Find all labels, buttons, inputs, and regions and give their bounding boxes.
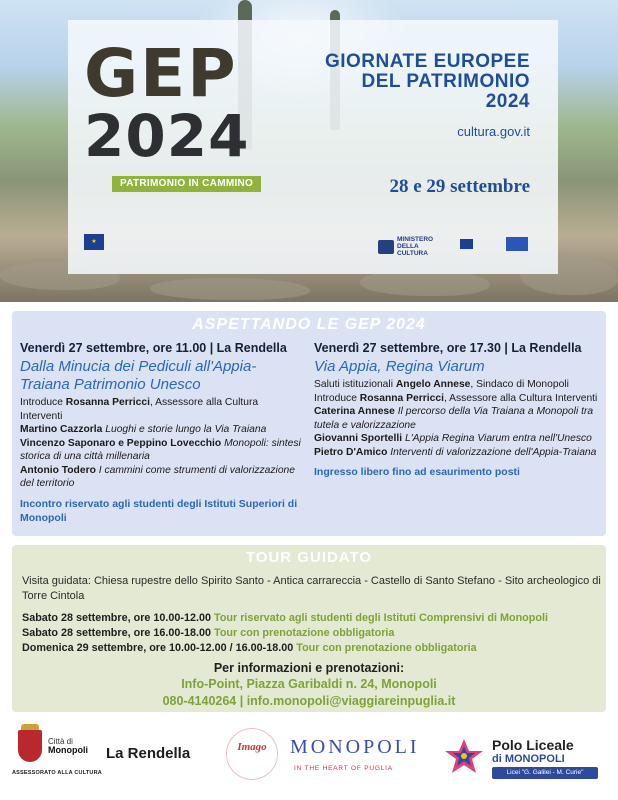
gep-logo-text: GEP <box>84 35 238 112</box>
council-of-europe-icon <box>506 237 528 251</box>
tour-row <box>22 611 606 626</box>
greet-name: Angelo Annese <box>395 379 471 390</box>
tour-row <box>22 626 606 641</box>
city-label: Città di <box>48 737 73 746</box>
event-intro <box>314 392 602 406</box>
tour-description: Visita guidata: Chiesa rupestre dello Spirito Santo - Antica carrareccia - Castello di Santo Stefano - Sito archeologico di Torre Cintola <box>22 575 601 602</box>
speaker <box>20 423 302 437</box>
speaker <box>20 437 302 464</box>
ministry-line: MINISTERO <box>397 236 434 243</box>
eu-flag-icon: ★ <box>84 234 104 250</box>
tour-schedule <box>22 611 606 656</box>
polo-star-icon <box>444 738 484 774</box>
imago-logo-text: Imago <box>237 741 267 753</box>
event-title <box>325 52 530 112</box>
speaker-topic: L'Appia Regina Viarum entra nell'Unesco <box>402 433 592 444</box>
city-logo-text <box>48 737 88 755</box>
intro-role: , Assessore alla Cultura Interventi <box>443 392 598 404</box>
speaker-topic: Luoghi e storie lungo la Via Traiana <box>102 424 267 435</box>
polo-title: Polo Liceale <box>492 737 574 753</box>
speaker-name: Pietro D'Amico <box>314 446 388 458</box>
event-greetings <box>314 378 602 392</box>
speaker-topic: Il percorso della Via Traiana a Monopoli tra tutela e valorizzazione <box>314 406 594 431</box>
event-left <box>20 341 302 525</box>
info-title: Per informazioni e prenotazioni: <box>213 661 405 675</box>
gep-year-text: 2024 <box>84 102 250 170</box>
imago-logo-icon <box>226 728 278 780</box>
awaiting-heading: ASPETTANDO LE GEP 2024 <box>192 316 426 333</box>
city-crest-icon <box>18 730 42 762</box>
intro-prefix: Introduce <box>20 397 66 408</box>
event-title-line: 2024 <box>485 91 530 112</box>
tour-when: Sabato 28 settembre, ore 10.00-12.00 <box>22 612 215 624</box>
event-right <box>314 341 602 479</box>
intro-name: Rosanna Perricci <box>65 397 150 408</box>
speaker-name: Caterina Annese <box>314 406 395 417</box>
speaker <box>314 432 602 446</box>
ministry-logo-text <box>397 236 433 257</box>
event-name: Via Appia, Regina Viarum <box>314 358 485 375</box>
ministry-logo-icon <box>378 240 394 254</box>
speaker-name: Antonio Todero <box>20 464 96 476</box>
info-block <box>12 660 606 710</box>
speaker-name: Martino Cazzorla <box>20 424 103 435</box>
monopoli-logo: MONOPOLI <box>290 736 420 758</box>
intro-prefix: Introduce <box>314 392 360 404</box>
tour-when: Domenica 29 settembre, ore 10.00-12.00 / 16.00-18.00 <box>22 642 297 654</box>
speaker-name: Giovanni Sportelli <box>314 433 403 444</box>
site-link[interactable]: cultura.gov.it <box>457 124 530 139</box>
patrimonio-tag: PATRIMONIO IN CAMMINO <box>112 176 261 192</box>
polo-subtitle: di MONOPOLI <box>492 753 565 765</box>
greet-role: , Sindaco di Monopoli <box>470 379 569 390</box>
tour-what: Tour riservato agli studenti degli Istituti Comprensivi di Monopoli <box>214 612 548 624</box>
event-note: Incontro riservato agli studenti degli Istituti Superiori di Monopoli <box>20 497 298 524</box>
event-dates: 28 e 29 settembre <box>389 176 530 197</box>
speaker-topic: Monopoli: sintesi storica di una città millenaria <box>20 437 301 462</box>
greet-prefix: Saluti istituzionali <box>314 379 396 390</box>
rendella-logo: La Rendella <box>106 745 191 762</box>
speaker-topic: I cammini come strumenti di valorizzazione del territorio <box>20 464 296 489</box>
intro-role: , Assessore alla Cultura Interventi <box>20 397 259 422</box>
tour-what: Tour con prenotazione obbligatoria <box>214 627 395 639</box>
paving-stone <box>150 278 310 300</box>
event-note: Ingresso libero fino ad esaurimento posti <box>314 466 520 478</box>
event-title-line: GIORNATE EUROPEE <box>324 51 530 72</box>
hero-card <box>68 20 558 274</box>
info-address: Info-Point, Piazza Garibaldi n. 24, Monopoli <box>181 677 437 691</box>
polo-schools: Licei "G. Galilei - M. Curie" <box>492 767 598 779</box>
tour-heading: TOUR GUIDATO <box>245 549 373 566</box>
speaker <box>314 405 602 432</box>
city-name: Monopoli <box>48 745 88 755</box>
speaker-topic: Interventi di valorizzazione dell'Appia-Traiana <box>387 446 597 458</box>
event-intro <box>20 396 302 423</box>
speaker <box>20 464 302 491</box>
monopoli-tagline: IN THE HEART OF PUGLIA <box>294 765 393 772</box>
ministry-logo <box>378 236 433 257</box>
intro-name: Rosanna Perricci <box>359 392 444 404</box>
ministry-line: DELLA <box>397 243 419 250</box>
event-name: Dalla Minucia dei Pediculi all'Appia-Traiana Patrimonio Unesco <box>20 358 257 393</box>
tour-what: Tour con prenotazione obbligatoria <box>296 642 477 654</box>
event-when: Venerdì 27 settembre, ore 11.00 | La Rendella <box>20 341 287 355</box>
event-title-line: DEL PATRIMONIO <box>361 71 530 92</box>
event-when: Venerdì 27 settembre, ore 17.30 | La Rendella <box>314 341 582 355</box>
hero-banner <box>0 0 618 302</box>
info-contacts[interactable]: 080-4140264 | info.monopoli@viaggiareinpuglia.it <box>162 694 456 708</box>
speaker <box>314 446 602 460</box>
tour-when: Sabato 28 settembre, ore 16.00-18.00 <box>22 627 215 639</box>
ministry-line: CULTURA <box>397 250 428 257</box>
assessorato-label: ASSESSORATO ALLA CULTURA <box>12 770 102 776</box>
speaker-name: Vincenzo Saponaro e Peppino Lovecchio <box>20 437 222 449</box>
tour-row <box>22 641 606 656</box>
eu-small-flag-icon <box>460 239 473 249</box>
